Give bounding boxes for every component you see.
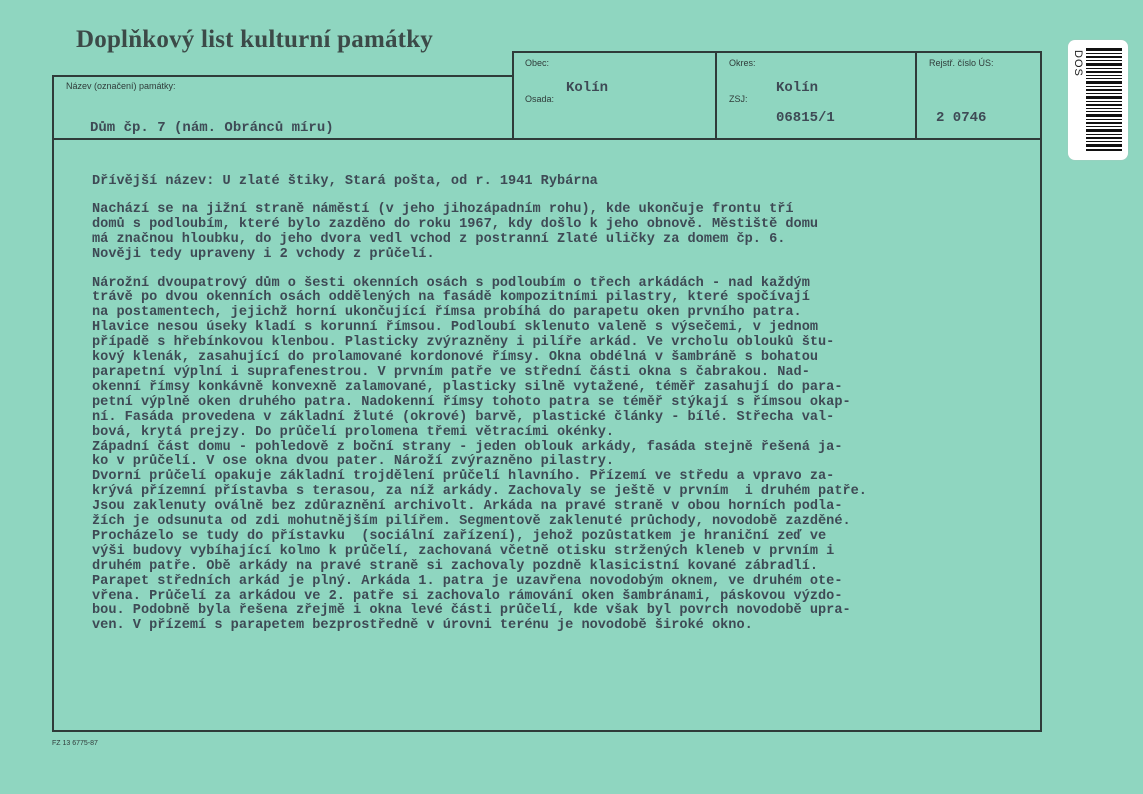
zsj-value: 06815/1 <box>776 110 835 126</box>
rejst-value: 2 0746 <box>936 110 987 126</box>
zsj-label: ZSJ: <box>729 94 748 104</box>
para2-line: ní. Fasáda provedena v základní žluté (okrové) barvě, plastické články - bílé. Střecha val- <box>92 409 835 425</box>
para1-line: Nachází se na jižní straně náměstí (v jeho jihozápadním rohu), kde ukončuje frontu tří <box>92 201 794 217</box>
para1-line: Nověji tedy upraveny i 2 vchody z průčelí. <box>92 246 435 262</box>
divider-top-left <box>52 75 512 77</box>
barcode-icon <box>1086 48 1122 152</box>
para2-line: parapetní výplní i suprafenestrou. V prvním patře ve střední části okna s čabrakou. Nad- <box>92 364 810 380</box>
para2-line: žích je odsunuta od zdi mohutnějším pilířem. Segmentově zaklenuté průchody, novodobě zazděné. <box>92 514 851 530</box>
para2-line: druhém patře. Obě arkády na pravé straně si zachovaly pozdně klasicistní kované zábradlí. <box>92 558 819 574</box>
para2-line: petní výplně oken druhého patra. Nadokenní římsy tohoto patra se téměř stýkají s římsou okap- <box>92 394 851 410</box>
para1-line: domů s podloubím, které bylo zazděno do roku 1967, kdy došlo k jeho obnově. Městiště domu <box>92 216 819 232</box>
para2-line: vřena. Průčelí za arkádou ve 2. patře si zachovalo rámování oken šambránami, páskovou výzdo- <box>92 588 843 604</box>
former-name: Dřívější název: U zlaté štiky, Stará pošta, od r. 1941 Rybárna <box>92 174 598 189</box>
divider-header-bottom <box>52 138 1042 140</box>
rejst-label: Rejstř. číslo ÚS: <box>929 58 994 68</box>
para2-line: Dvorní průčelí opakuje základní trojdělení průčelí hlavního. Přízemí ve středu a vpravo za- <box>92 469 835 485</box>
okres-label: Okres: <box>729 58 756 68</box>
para2-line: kový klenák, zasahující do prolamované kordonové římsy. Okna obdélná v šambráně s bohatou <box>92 350 819 366</box>
para2-line: bou. Podobně byla řešena zřejmě i okna levé části průčelí, kde však byl povrch novodobě upra- <box>92 603 851 619</box>
card-title: Doplňkový list kulturní památky <box>76 26 433 53</box>
para2-line: Procházelo se tudy do přístavku (sociální zařízení), jehož pozůstatkem je hraniční zeď ve <box>92 528 827 544</box>
description-text <box>92 175 1022 634</box>
nazev-label: Název (označení) památky: <box>66 81 176 91</box>
para1-line: má značnou hloubku, do jeho dvora vedl vchod z postranní Zlaté uličky za domem čp. 6. <box>92 231 786 247</box>
para2-line: Nárožní dvoupatrový dům o šesti okenních osách s podloubím o třech arkádách - nad každým <box>92 275 810 291</box>
osada-label: Osada: <box>525 94 555 104</box>
form-code: FZ 13 6775-87 <box>52 740 98 747</box>
para2-line: okenní římsy konkávně konvexně zalamované, plasticky silně vytažené, téměř zasahují do para- <box>92 379 843 395</box>
para2-line: Jsou zaklenuty oválně bez zdůraznění archivolt. Arkáda na pravé straně v obou horních podla- <box>92 499 843 515</box>
para2-line: trávě po dvou okenních osách oddělených na fasádě kompozitními pilastry, které spočívají <box>92 290 810 306</box>
divider-left-edge <box>52 75 54 731</box>
nazev-value: Dům čp. 7 (nám. Obránců míru) <box>90 120 334 136</box>
divider-rejst-left <box>915 51 917 139</box>
divider-obec-left <box>512 51 514 139</box>
para2-line: na postamentech, jejichž horní ukončující římsa probíhá do parapetu oken prvního patra. <box>92 305 802 321</box>
divider-bottom <box>52 730 1042 732</box>
okres-value: Kolín <box>776 80 819 96</box>
para2-line: ven. V přízemí s parapetem bezprostředně v úrovni terénu je novodobě široké okno. <box>92 618 753 634</box>
para2-line: Západní část domu - pohledově z boční strany - jeden oblouk arkády, fasáda stejně řešená ja- <box>92 439 843 455</box>
divider-okres-left <box>715 51 717 139</box>
osada-value: Kolín <box>566 80 609 96</box>
para2-line: Parapet středních arkád je plný. Arkáda 1. patra je uzavřena novodobým oknem, ve druhém ote- <box>92 573 843 589</box>
para2-line: bová, krytá prejzy. Do průčelí prolomena třemi větracími okénky. <box>92 424 615 440</box>
barcode-sticker <box>1068 40 1128 160</box>
para2-line: ko v průčelí. V ose okna dvou pater. Nároží zvýrazněno pilastry. <box>92 454 615 470</box>
para2-line: krývá přízemní přístavba s terasou, za níž arkády. Zachovaly se ještě v prvním i druhém patře. <box>92 484 867 500</box>
para2-line: Hlavice nesou úseky kladí s korunní římsou. Podloubí sklenuto valeně s výsečemi, v jednom <box>92 320 819 336</box>
para2-line: výši budovy vybíhající kolmo k průčelí, zachovaná včetně otisku stržených kleneb v prvním i <box>92 543 835 559</box>
para2-line: případě s hřebínkovou klenbou. Plasticky zvýrazněny i pilíře arkád. Ve vrcholu oblouků štu- <box>92 335 835 351</box>
obec-label: Obec: <box>525 58 550 68</box>
dos-label: DOS <box>1072 50 1084 77</box>
divider-right-edge <box>1040 51 1042 731</box>
divider-top-right <box>512 51 1040 53</box>
